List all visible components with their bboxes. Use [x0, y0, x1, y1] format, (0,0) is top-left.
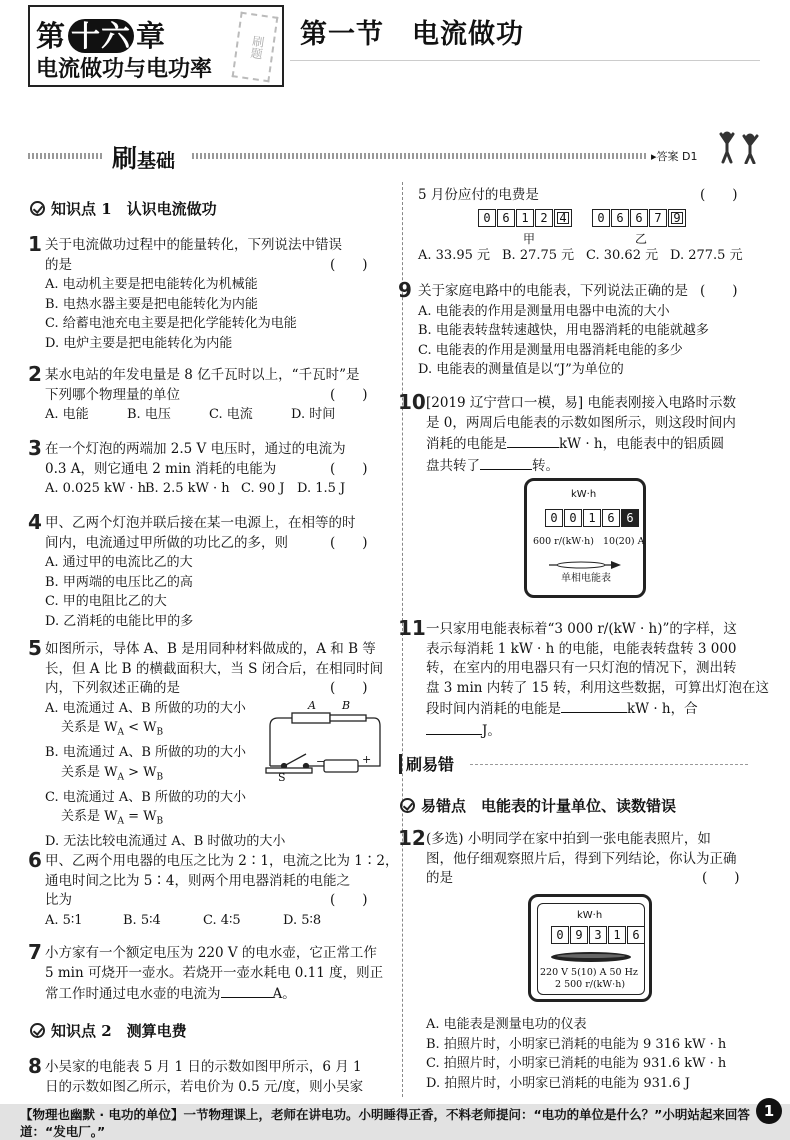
options-row [45, 405, 359, 425]
question-6-line: 甲、乙两个用电器的电压之比为 2∶1，电流之比为 1∶2， [45, 853, 399, 869]
page-number: 1 [756, 1098, 782, 1124]
question-11-number: 11 [398, 616, 426, 640]
subscript: A [117, 816, 124, 827]
label-minus: − [316, 755, 326, 768]
question-8-continued [418, 186, 748, 206]
question-12-line-text: 的是 [426, 870, 453, 886]
question-7 [45, 944, 383, 1005]
question-5-number: 5 [28, 636, 42, 660]
footer-line: 【物理也幽默 · 电功的单位】一节物理课上，老师在讲电功。小明睡得正香，不料老师提问：“电功的单位是什么？”小明站起来回答 [20, 1107, 750, 1122]
knowledge-point-3 [400, 795, 676, 816]
question-12-line: 图，他仔细观察照片后，得到下列结论，你认为正确 [426, 850, 737, 867]
chapter-number: 十六 [68, 19, 134, 53]
answer-blank[interactable] [221, 983, 273, 998]
knowledge-point-2 [30, 1020, 187, 1041]
question-4-line [45, 534, 368, 554]
question-10-line [426, 433, 736, 455]
question-3-number: 3 [28, 436, 42, 460]
question-12-line: (多选) 小明同学在家中拍到一张电能表照片，如 [426, 831, 711, 847]
electric-meter-q12 [528, 894, 652, 1002]
option: A. 电能表是测量电功的仪表 [426, 1017, 587, 1032]
w-symbol: 关系是 W [61, 809, 118, 825]
digit: 6 [497, 209, 515, 227]
question-7-line: 5 min 可烧开一壶水。若烧开一壶水耗电 0.11 度，则正 [45, 964, 384, 981]
option: B. 甲两端的电压比乙的高 [45, 574, 193, 590]
question-11 [426, 620, 769, 741]
answer-blank[interactable] [480, 455, 532, 470]
option: C. 电流 [209, 407, 253, 422]
answer-paren: ( ) [330, 386, 368, 403]
question-1-line [45, 256, 368, 276]
question-9-line-text: 关于家庭电路中的电能表，下列说法正确的是 [418, 283, 688, 299]
chapter-pre: 第 [36, 19, 67, 53]
question-11-line-text: 段时间内消耗的电能是 [426, 701, 561, 717]
option: C. 拍照片时，小明家已消耗的电能为 931.6 kW · h [426, 1056, 727, 1071]
subscript: B [156, 772, 164, 783]
check-circle-icon [30, 201, 45, 216]
option: A. 电能表的作用是测量用电器中电流的大小 [418, 303, 670, 319]
digit: 0 [545, 509, 563, 527]
w-symbol: = W [124, 809, 157, 825]
option: D. 无法比较电流通过 A、B 时做功的大小 [45, 834, 286, 850]
question-8-number: 8 [28, 1054, 42, 1078]
question-6-number: 6 [28, 848, 42, 872]
check-circle-icon [30, 1023, 45, 1038]
meter-spec-left: 600 r/(kW·h) [533, 536, 594, 547]
question-11-line-text: kW · h，合 [627, 701, 698, 717]
option: D. 时间 [291, 407, 336, 422]
digit: 3 [589, 926, 607, 944]
knowledge-point-2-title: 知识点 2 测算电费 [51, 1022, 187, 1040]
digit: 1 [516, 209, 534, 227]
option: C. 电流通过 A、B 所做的功的大小 [45, 789, 246, 805]
chapter-title: 电流做功与电功率 [36, 56, 213, 82]
question-3 [45, 440, 368, 499]
question-9-line [418, 282, 738, 302]
digit-decimal: 4 [554, 209, 572, 227]
question-4-number: 4 [28, 510, 42, 534]
question-11-line: 转，在室内的用电器只有一只灯泡的情况下，测出转 [426, 660, 737, 676]
question-5-line-text: 内，下列叙述正确的是 [45, 680, 180, 696]
question-8-line: 日的示数如图乙所示，若电价为 0.5 元/度，则小吴家 [45, 1078, 364, 1095]
option: C. 甲的电阻比乙的大 [45, 594, 167, 609]
option: D. 电炉主要是把电能转化为内能 [45, 335, 233, 351]
question-4 [45, 514, 368, 631]
label-A: A [308, 699, 316, 712]
question-10-line-text: 消耗的电能是 [426, 436, 507, 452]
question-5-line: 如图所示，导体 A、B 是用同种材料做成的，A 和 B 等 [45, 641, 376, 657]
question-6-line: 通电时间之比为 5∶4，则两个用电器消耗的电能之 [45, 872, 350, 889]
digit: 0 [478, 209, 496, 227]
banner-shua: 刷 [112, 144, 138, 173]
option: B. 电热水器主要是把电能转化为内能 [45, 296, 258, 312]
subscript: A [117, 727, 124, 738]
digit: 6 [627, 926, 645, 944]
meter-name: 单相电能表 [561, 573, 611, 584]
question-10 [426, 394, 736, 476]
option: C. 90 J [241, 481, 285, 496]
section-title: 第一节 电流做功 [300, 19, 524, 50]
w-symbol: < W [124, 720, 157, 735]
option: B. 电能表转盘转速越快，用电器消耗的电能就越多 [418, 323, 709, 338]
header-rule [290, 60, 760, 61]
stamp-logo: 刷题 [232, 12, 279, 83]
question-9 [418, 282, 738, 380]
footer-joke [20, 1106, 750, 1140]
question-10-line-text: 转。 [532, 457, 559, 474]
meter-spec-2: 2 500 r/(kW·h) [555, 979, 626, 990]
option: D. 电能表的测量值是以“J”为单位的 [418, 362, 624, 377]
footer-line: 道：“发电厂。” [20, 1124, 106, 1139]
question-10-line [426, 455, 736, 477]
question-11-line [426, 698, 769, 720]
question-12-number: 12 [398, 826, 426, 850]
option: A. 电动机主要是把电能转化为机械能 [45, 277, 258, 292]
option: A. 电流通过 A、B 所做的功的大小 [45, 700, 246, 716]
w-symbol: 关系是 W [61, 720, 118, 735]
question-4-line: 甲、乙两个灯泡并联后接在某一电源上，在相等的时 [45, 515, 356, 531]
option: D. 1.5 J [297, 481, 346, 496]
answer-paren: ( ) [700, 187, 738, 203]
question-11-line [426, 720, 769, 742]
yicuo-rule [470, 764, 748, 765]
question-2-line: 某水电站的年发电量是 8 亿千瓦时以上，“千瓦时”是 [45, 367, 360, 383]
option: D. 拍照片时，小明家已消耗的电能为 931.6 J [426, 1075, 690, 1091]
answer-ref: ▸答案 D1 [651, 150, 698, 163]
check-circle-icon [400, 798, 415, 813]
option: C. 给蓄电池充电主要是把化学能转化为电能 [45, 316, 297, 331]
subscript: B [156, 816, 164, 827]
w-symbol: > W [124, 764, 157, 780]
answer-paren: ( ) [702, 870, 740, 886]
digit-decimal: 9 [668, 209, 686, 227]
label-yi: 乙 [635, 232, 648, 246]
question-5-line: 长，但 A 比 B 的横截面积大，当 S 闭合后，在相同时间 [45, 660, 384, 677]
question-10-line-text: 盘共转了 [426, 457, 480, 474]
digit: 9 [570, 926, 588, 944]
meter-unit: kW·h [571, 489, 597, 500]
meter-spec-1: 220 V 5(10) A 50 Hz [540, 967, 638, 978]
question-12 [426, 830, 740, 889]
question-11-line: 一只家用电能表标着“3 000 r/(kW · h)”的字样，这 [426, 621, 737, 637]
meter-unit: kW·h [577, 910, 603, 921]
option-relation [45, 807, 383, 832]
question-3-line: 在一个灯泡的两端加 2.5 V 电压时，通过的电流为 [45, 441, 346, 457]
question-11-line: 表示每消耗 1 kW · h 的电能，电能表转盘转 3 000 [426, 640, 737, 657]
yicuo-label: 刷易错 [406, 755, 455, 774]
yicuo-bar [399, 754, 402, 774]
option: D. 乙消耗的电能比甲的多 [45, 613, 194, 629]
digit: 0 [551, 926, 569, 944]
digit: 2 [535, 209, 553, 227]
option: C. 电能表的作用是测量用电器消耗电能的多少 [418, 342, 683, 358]
subscript: A [117, 772, 124, 783]
option: A. 0.025 kW · h [45, 481, 147, 496]
digit-decimal: 6 [621, 509, 639, 527]
chapter-heading [36, 14, 166, 55]
label-plus: + [362, 753, 372, 766]
knowledge-point-1-title: 知识点 1 认识电流做功 [51, 200, 217, 218]
answer-blank[interactable] [561, 698, 627, 713]
question-8 [45, 1058, 363, 1097]
question-12-line [426, 869, 740, 889]
question-11-line-text: J。 [482, 722, 501, 739]
option: A. 通过甲的电流比乙的大 [45, 555, 193, 570]
rotating-disc-icon [547, 949, 635, 968]
label-S: S [278, 771, 286, 784]
digit: 1 [583, 509, 601, 527]
option: C. 30.62 元 [586, 248, 659, 263]
answer-paren: ( ) [330, 460, 368, 477]
meter-spec-right: 10(20) A [603, 536, 645, 547]
digit: 6 [602, 509, 620, 527]
question-7-line-text: A。 [272, 986, 296, 1002]
question-3-line [45, 460, 368, 480]
banner-jichu: 基础 [137, 150, 176, 172]
question-2-number: 2 [28, 362, 42, 386]
answer-paren: ( ) [330, 680, 368, 696]
question-1 [45, 236, 368, 353]
meter-jia-digits [478, 209, 572, 227]
question-2-line-text: 下列哪个物理量的单位 [45, 386, 180, 403]
electric-meter-q10 [524, 478, 646, 598]
option: B. 27.75 元 [502, 248, 575, 263]
meter-digits [545, 509, 639, 527]
answer-paren: ( ) [330, 256, 368, 273]
question-10-line: 是 0，两周后电能表的示数如图所示，则这段时间内 [426, 414, 736, 431]
answer-blank[interactable] [507, 433, 559, 448]
circuit-diagram [262, 696, 392, 786]
question-4-line-text: 间内，电流通过甲所做的功比乙的多，则 [45, 534, 288, 551]
option: B. 拍照片时，小明家已消耗的电能为 9 316 kW · h [426, 1036, 727, 1052]
option: A. 电能 [45, 407, 89, 422]
knowledge-point-1 [30, 198, 217, 219]
digit: 6 [611, 209, 629, 227]
question-11-line: 盘 3 min 内转了 15 转，利用这些数据，可算出灯泡在这 [426, 679, 770, 696]
option: D. 5∶8 [283, 912, 322, 928]
answer-paren: ( ) [330, 534, 368, 551]
question-6-line-text: 比为 [45, 892, 72, 908]
options-row [45, 479, 346, 499]
question-8-line: 小吴家的电能表 5 月 1 日的示数如图甲所示，6 月 1 [45, 1059, 362, 1075]
question-7-line-text: 常工作时通过电水壶的电流为 [45, 986, 221, 1002]
w-symbol: 关系是 W [61, 764, 118, 780]
option: A. 33.95 元 [418, 248, 491, 263]
question-7-number: 7 [28, 940, 42, 964]
option: B. 2.5 kW · h [145, 481, 230, 496]
label-B: B [342, 699, 351, 712]
label-jia: 甲 [523, 232, 536, 246]
option: B. 电流通过 A、B 所做的功的大小 [45, 745, 247, 761]
options-row [45, 911, 398, 931]
question-2-line [45, 386, 368, 406]
digit: 0 [564, 509, 582, 527]
question-10-number: 10 [398, 390, 426, 414]
question-7-line: 小方家有一个额定电压为 220 V 的电水壶，它正常工作 [45, 945, 377, 961]
digit: 7 [649, 209, 667, 227]
answer-paren: ( ) [700, 283, 738, 299]
option: D. 277.5 元 [670, 248, 743, 263]
answer-blank[interactable] [426, 720, 482, 735]
question-2 [45, 366, 368, 425]
option: B. 电压 [127, 407, 171, 422]
meter-digits [551, 926, 645, 944]
question-8-line [418, 186, 748, 206]
banner-label [112, 139, 175, 175]
option: C. 4∶5 [203, 912, 241, 928]
question-10-line: [2019 辽宁营口一模，易] 电能表刚接入电路时示数 [426, 395, 736, 411]
question-10-line-text: kW · h，电能表中的铝质圆 [559, 436, 725, 452]
option: A. 5∶1 [45, 912, 83, 928]
meter-yi-digits [592, 209, 686, 227]
question-6-line [45, 891, 398, 911]
subscript: B [156, 727, 164, 738]
question-3-line-text: 0.3 A，则它通电 2 min 消耗的电能为 [45, 460, 277, 477]
question-1-line-text: 的是 [45, 256, 72, 273]
chapter-post: 章 [136, 19, 167, 53]
question-7-line [45, 983, 383, 1005]
digit: 0 [592, 209, 610, 227]
question-8-line-text: 5 月份应付的电费是 [418, 187, 539, 203]
digit: 6 [630, 209, 648, 227]
options-row [418, 246, 743, 266]
rotating-disc-icon [549, 555, 623, 574]
option: B. 5∶4 [123, 912, 161, 928]
question-6 [45, 852, 398, 930]
knowledge-point-3-title: 易错点 电能表的计量单位、读数错误 [421, 797, 677, 815]
answer-paren: ( ) [330, 892, 368, 908]
cheering-people-icon [718, 130, 762, 170]
question-12-options [426, 1015, 726, 1093]
digit: 1 [608, 926, 626, 944]
question-1-number: 1 [28, 232, 42, 256]
question-9-number: 9 [398, 278, 412, 302]
question-1-line: 关于电流做功过程中的能量转化，下列说法中错误 [45, 237, 342, 253]
